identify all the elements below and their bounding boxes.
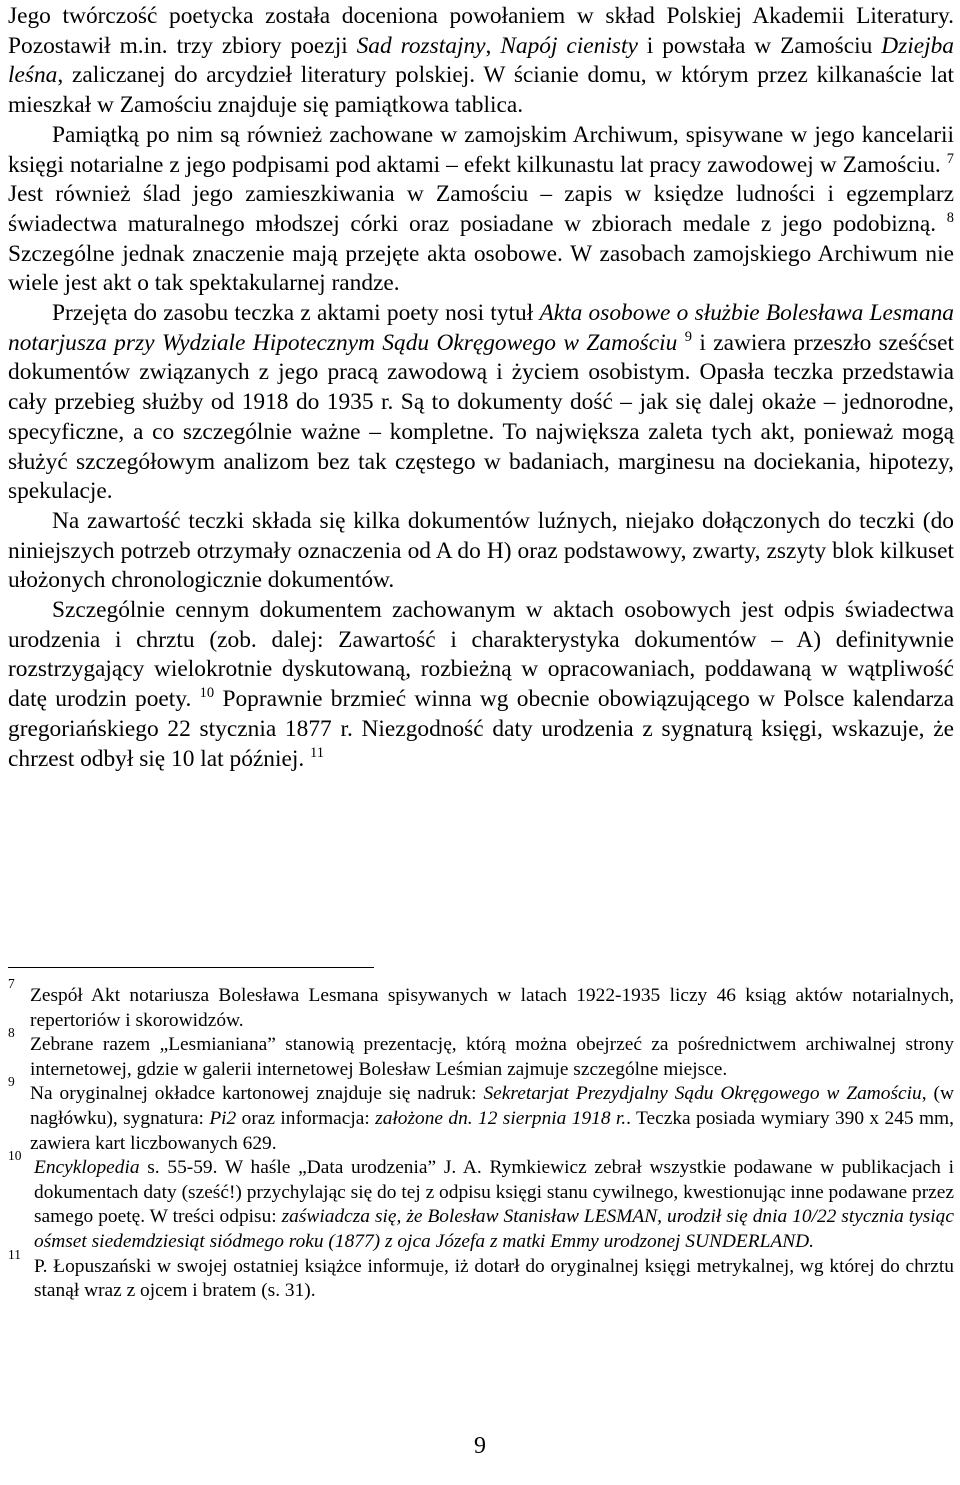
footnote-10-encyklopedia: Encyklopedia <box>34 1157 140 1179</box>
paragraph-4-text: Na zawartość teczki składa się kilka dokumentów luźnych, niejako dołączonych do teczki (do niniejszych potrzeb otrzymały oznaczenia od A do H) oraz podstawowy, zwarty, zszyty blok kilkuset ułożonych chronologicznie dokumentów. <box>8 507 954 594</box>
paragraph-5-text-a: Szczególnie cennym dokumentem zachowanym w aktach osobowych jest odpis świadectwa urodzenia i chrztu (zob. dalej: Zawartość i charakterystyka dokumentów – A) definitywnie rozstrzygający wielokrotnie dyskutowaną, rozbieżną w opracowaniach, poddawaną w wątpliwość datę urodzin poety. <box>8 597 954 713</box>
footnote-9 <box>8 1074 954 1156</box>
footnotes <box>8 976 954 1304</box>
page-number: 9 <box>474 1433 486 1459</box>
footnote-11 <box>8 1246 954 1304</box>
paragraph-2-text-c: Szczególne jednak znaczenie mają przejęte akta osobowe. W zasobach zamojskiego Archiwum nie wiele jest akt o tak spektakularnej randze. <box>8 240 954 297</box>
paragraph-1-text-a: Jego twórczość poetycka została doceniona powołaniem w skład Polskiej Akademii Literatury. Pozostawił m.in. trzy zbiory poezji <box>8 3 954 59</box>
footnote-9-signature: Pi2 <box>209 1107 237 1129</box>
title-sad-rozstajny: Sad rozstajny <box>356 32 486 59</box>
footnote-ref-9[interactable]: 9 <box>684 328 692 345</box>
title-akta-osobowe: Akta osobowe o służbie Bolesława Lesmana notarjusza przy Wydziale Hipotecznym Sądu Okręgowego w Zamościu <box>8 300 954 356</box>
footnote-10 <box>8 1148 954 1254</box>
footnote-ref-8[interactable]: 8 <box>946 210 954 227</box>
paragraph-5-text-b: Poprawnie brzmieć winna wg obecnie obowiązującego w Polsce kalendarza gregoriańskiego 22 stycznia 1877 r. Niezgodność daty urodzenia z sygnaturą księgi, wskazuje, że chrzest odbył się 10 lat później. <box>8 686 954 772</box>
footnote-number: 7 <box>8 976 15 991</box>
footnote-text <box>34 1156 954 1254</box>
footnote-9-text-c: oraz informacja: <box>236 1107 376 1129</box>
footnote-number: 10 <box>8 1148 22 1164</box>
footnote-ref-7[interactable]: 7 <box>946 150 954 167</box>
paragraph-3-space <box>677 330 684 356</box>
footnote-10-quote: zaświadcza się, że Bolesław Stanisław LESMAN, urodził się dnia 10/22 stycznia tysiąc ośmset siedemdziesiąt siódmego roku (1877) z ojca Józefa z matki Emmy urodzonej SUNDERLAND. <box>34 1206 954 1252</box>
footnote-ref-10[interactable]: 10 <box>199 685 215 702</box>
footnote-9-court-name: Sekretarjat Prezydjalny Sądu Okręgowego w Zamościu <box>483 1083 922 1105</box>
paragraph-3-text-a: Przejęta do zasobu teczka z aktami poety nosi tytuł <box>52 300 540 327</box>
footnote-separator <box>8 967 374 968</box>
paragraph-5 <box>8 596 954 774</box>
footnote-number: 11 <box>8 1246 21 1262</box>
paragraph-3-text-b: i zawiera przeszło sześćset dokumentów związanych z jego pracą zawodową i życiem osobistym. Opasła teczka przedstawia cały przebieg służby od 1918 do 1935 r. Są to dokumenty dość – jak się dalej okaże – jednorodne, specyficzne, a co szczególnie ważne – kompletne. To największa zaleta tych akt, ponieważ mogą służyć szczegółowym analizom bez tak częstego w badaniach, marginesu na dociekania, hipotezy, spekulacje. <box>8 329 954 505</box>
footnote-7 <box>8 976 954 1033</box>
footnote-text: Zebrane razem „Lesmianiana” stanowią prezentację, którą można obejrzeć za pośrednictwem archiwalnej strony internetowej, gdzie w galerii internetowej Bolesław Leśmian zajmuje szczególne miejsce. <box>30 1034 954 1080</box>
footnote-text <box>30 1082 954 1156</box>
paragraph-1-text-c: i powstała w Zamościu <box>637 32 882 59</box>
paragraph-1 <box>8 2 954 121</box>
footnote-10-text-a: s. 55-59. W haśle „Data urodzenia” J. A. Rymkiewicz zebrał wszystkie podawane w publikacjach i dokumentach daty (sześć!) przychylając się do tej z odpisu księgi stanu cywilnego, kwestionując inne podawane przez samego poetę. W treści odpisu: <box>34 1157 954 1228</box>
paragraph-3 <box>8 299 954 507</box>
footnote-ref-11[interactable]: 11 <box>310 744 325 761</box>
paragraph-2-text-b: Jest również ślad jego zamieszkiwania w Zamościu – zapis w księdze ludności i egzemplarz świadectwa maturalnego młodszej córki oraz posiadane w zbiorach medale z jego podobizną. <box>8 181 954 237</box>
footnote-8 <box>8 1025 954 1082</box>
paragraph-1-text-b: , <box>485 32 501 59</box>
footnote-number: 8 <box>8 1025 15 1041</box>
footnote-9-text-b: , (w nagłówku), sygnatura: <box>30 1083 954 1129</box>
title-dziejba-lesna: Dziejba leśna <box>8 32 954 89</box>
footnote-9-text-a: Na oryginalnej okładce kartonowej znajduje się nadruk: <box>30 1083 484 1105</box>
footnote-text: Zespół Akt notariusza Bolesława Lesmana spisywanych w latach 1922-1935 liczy 46 ksiąg aktów notarialnych, repertoriów i skorowidzów. <box>30 985 954 1031</box>
paragraph-1-text-d: , zaliczanej do arcydzieł literatury polskiej. W ścianie domu, w którym przez kilkanaście lat mieszkał w Zamościu znajduje się pamiątkowa tablica. <box>8 62 954 119</box>
footnote-number: 9 <box>8 1074 15 1090</box>
paragraph-2-text-a: Pamiątką po nim są również zachowane w zamojskim Archiwum, spisywane w jego kancelarii księgi notarialne z jego podpisami pod aktami – efekt kilkunastu lat pracy zawodowej w Zamościu. <box>8 121 954 178</box>
title-napoj-cienisty: Napój cienisty <box>500 32 638 59</box>
paragraph-4 <box>8 507 954 596</box>
footnote-9-text-d: . Teczka posiada wymiary 390 x 245 mm, zawiera kart liczbowanych 629. <box>30 1107 954 1154</box>
paragraph-2 <box>8 121 954 299</box>
footnote-text: P. Łopuszański w swojej ostatniej książce informuje, iż dotarł do oryginalnej księgi metrykalnej, wg której do chrztu stanął wraz z ojcem i bratem (s. 31). <box>34 1255 954 1302</box>
footnote-9-date: założone dn. 12 sierpnia 1918 r. <box>375 1107 627 1129</box>
main-text <box>8 2 954 774</box>
